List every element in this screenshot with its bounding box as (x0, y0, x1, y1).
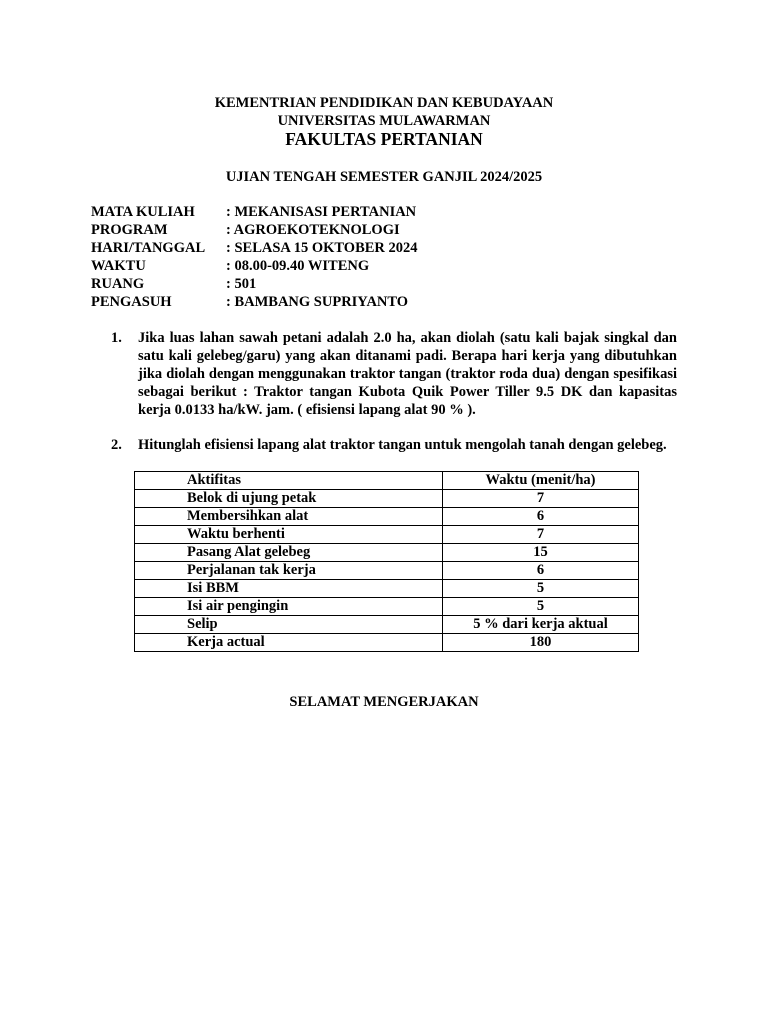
info-value: : 501 (226, 276, 257, 292)
table-row (135, 562, 639, 580)
info-value: : AGROEKOTEKNOLOGI (226, 222, 400, 238)
info-value: : BAMBANG SUPRIYANTO (226, 294, 409, 310)
table-cell-activity: Isi BBM (135, 580, 443, 598)
activity-table (134, 471, 639, 652)
table-row (135, 544, 639, 562)
info-label: WAKTU (91, 258, 146, 274)
info-row-time (91, 257, 369, 275)
table-cell-time: 7 (443, 490, 639, 508)
closing-text: SELAMAT MENGERJAKAN (289, 694, 479, 710)
info-label: PROGRAM (91, 222, 168, 238)
table-cell-activity: Kerja actual (135, 634, 443, 652)
university-heading: UNIVERSITAS MULAWARMAN (277, 113, 491, 129)
table-row (135, 634, 639, 652)
table-cell-activity: Pasang Alat gelebeg (135, 544, 443, 562)
table-row (135, 490, 639, 508)
table-row (135, 580, 639, 598)
table-cell-activity: Perjalanan tak kerja (135, 562, 443, 580)
question-number: 1. (111, 330, 122, 346)
table-cell-time: 6 (443, 508, 639, 526)
info-value: : SELASA 15 OKTOBER 2024 (226, 240, 418, 256)
table-cell-activity: Membersihkan alat (135, 508, 443, 526)
question-text: Hitunglah efisiensi lapang alat traktor tangan untuk mengolah tanah dengan gelebeg. (138, 437, 667, 453)
table-cell-time: 180 (443, 634, 639, 652)
info-row-lecturer (91, 293, 408, 311)
info-label: PENGASUH (91, 294, 172, 310)
table-cell-activity: Belok di ujung petak (135, 490, 443, 508)
info-row-date (91, 239, 418, 257)
table-cell-time: 7 (443, 526, 639, 544)
info-label: HARI/TANGGAL (91, 240, 206, 256)
info-row-program (91, 221, 400, 239)
table-row (135, 508, 639, 526)
table-header-row (135, 472, 639, 490)
table-row (135, 526, 639, 544)
table-cell-time: 15 (443, 544, 639, 562)
table-header-time: Waktu (menit/ha) (443, 472, 639, 490)
info-row-room (91, 275, 256, 293)
info-row-course (91, 203, 416, 221)
table-row (135, 598, 639, 616)
question-text: Jika luas lahan sawah petani adalah 2.0 ha, akan diolah (satu kali bajak singkal dan satu kali gelebeg/garu) yang akan ditanami padi. Berapa hari kerja yang dibutuhkan jika diolah dengan menggunakan traktor tangan (traktor roda dua) dengan spesifikasi sebagai berikut : Traktor tangan Kubota Quik Power Tiller 9.5 DK dan kapasitas kerja 0.0133 ha/kW. jam. ( efisiensi lapang alat 90 % ). (138, 330, 677, 418)
ministry-heading: KEMENTRIAN PENDIDIKAN DAN KEBUDAYAAN (214, 95, 554, 111)
table-cell-time: 5 % dari kerja aktual (443, 616, 639, 634)
info-value: : 08.00-09.40 WITENG (226, 258, 370, 274)
table-cell-time: 5 (443, 580, 639, 598)
info-label: RUANG (91, 276, 145, 292)
table-header-activity: Aktifitas (135, 472, 443, 490)
table-cell-activity: Selip (135, 616, 443, 634)
faculty-heading: FAKULTAS PERTANIAN (285, 129, 483, 149)
table-cell-activity: Isi air pengingin (135, 598, 443, 616)
table-row (135, 616, 639, 634)
question-number: 2. (111, 437, 122, 453)
info-value: : MEKANISASI PERTANIAN (226, 204, 417, 220)
info-label: MATA KULIAH (91, 204, 195, 220)
table-cell-time: 6 (443, 562, 639, 580)
exam-title: UJIAN TENGAH SEMESTER GANJIL 2024/2025 (225, 169, 543, 185)
table-cell-activity: Waktu berhenti (135, 526, 443, 544)
table-cell-time: 5 (443, 598, 639, 616)
